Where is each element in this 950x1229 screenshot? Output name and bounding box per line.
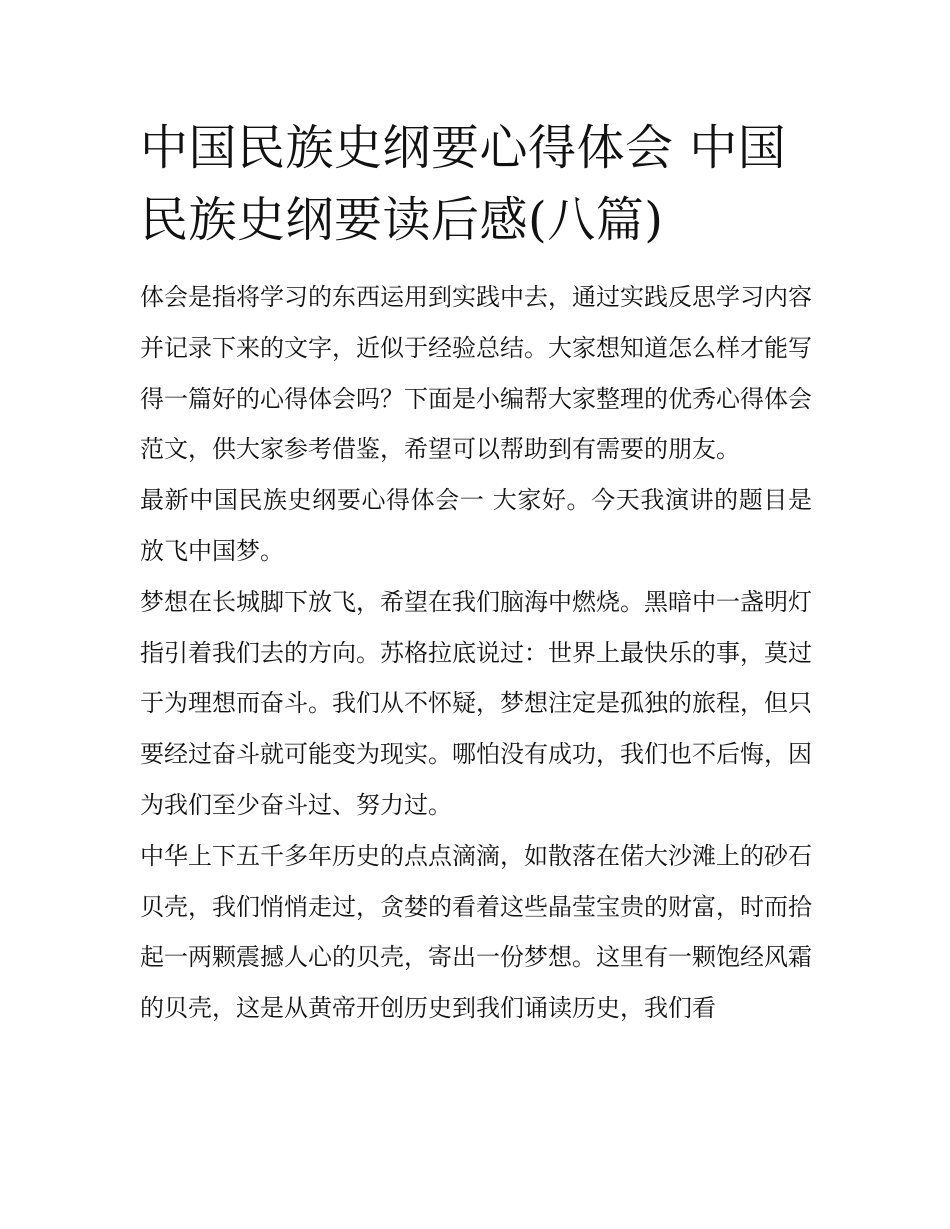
paragraph-history: 中华上下五千多年历史的点点滴滴，如散落在偌大沙滩上的砂石贝壳，我们悄悄走过，贪婪的看着这些晶莹宝贵的财富，时而拾起一两颗震撼人心的贝壳，寄出一份梦想。这里有一颗饱经风霜的贝壳，这是从黄帝开创历史到我们诵读历史，我们看 — [140, 841, 812, 1023]
document-page — [140, 112, 812, 1034]
paragraph-speech-opening: 最新中国民族史纲要心得体会一 大家好。今天我演讲的题目是放飞中国梦。 — [140, 486, 812, 565]
document-title: 中国民族史纲要心得体会 中国民族史纲要读后感(八篇) — [140, 120, 787, 248]
paragraph-dream: 梦想在长城脚下放飞，希望在我们脑海中燃烧。黑暗中一盏明灯指引着我们去的方向。苏格拉底说过：世界上最快乐的事，莫过于为理想而奋斗。我们从不怀疑，梦想注定是孤独的旅程，但只要经过奋斗就可能变为现实。哪怕没有成功，我们也不后悔，因为我们至少奋斗过、努力过。 — [140, 587, 812, 819]
paragraph-intro: 体会是指将学习的东西运用到实践中去，通过实践反思学习内容并记录下来的文字，近似于经验总结。大家想知道怎么样才能写得一篇好的心得体会吗？下面是小编帮大家整理的优秀心得体会范文，供大家参考借鉴，希望可以帮助到有需要的朋友。 — [140, 283, 812, 464]
